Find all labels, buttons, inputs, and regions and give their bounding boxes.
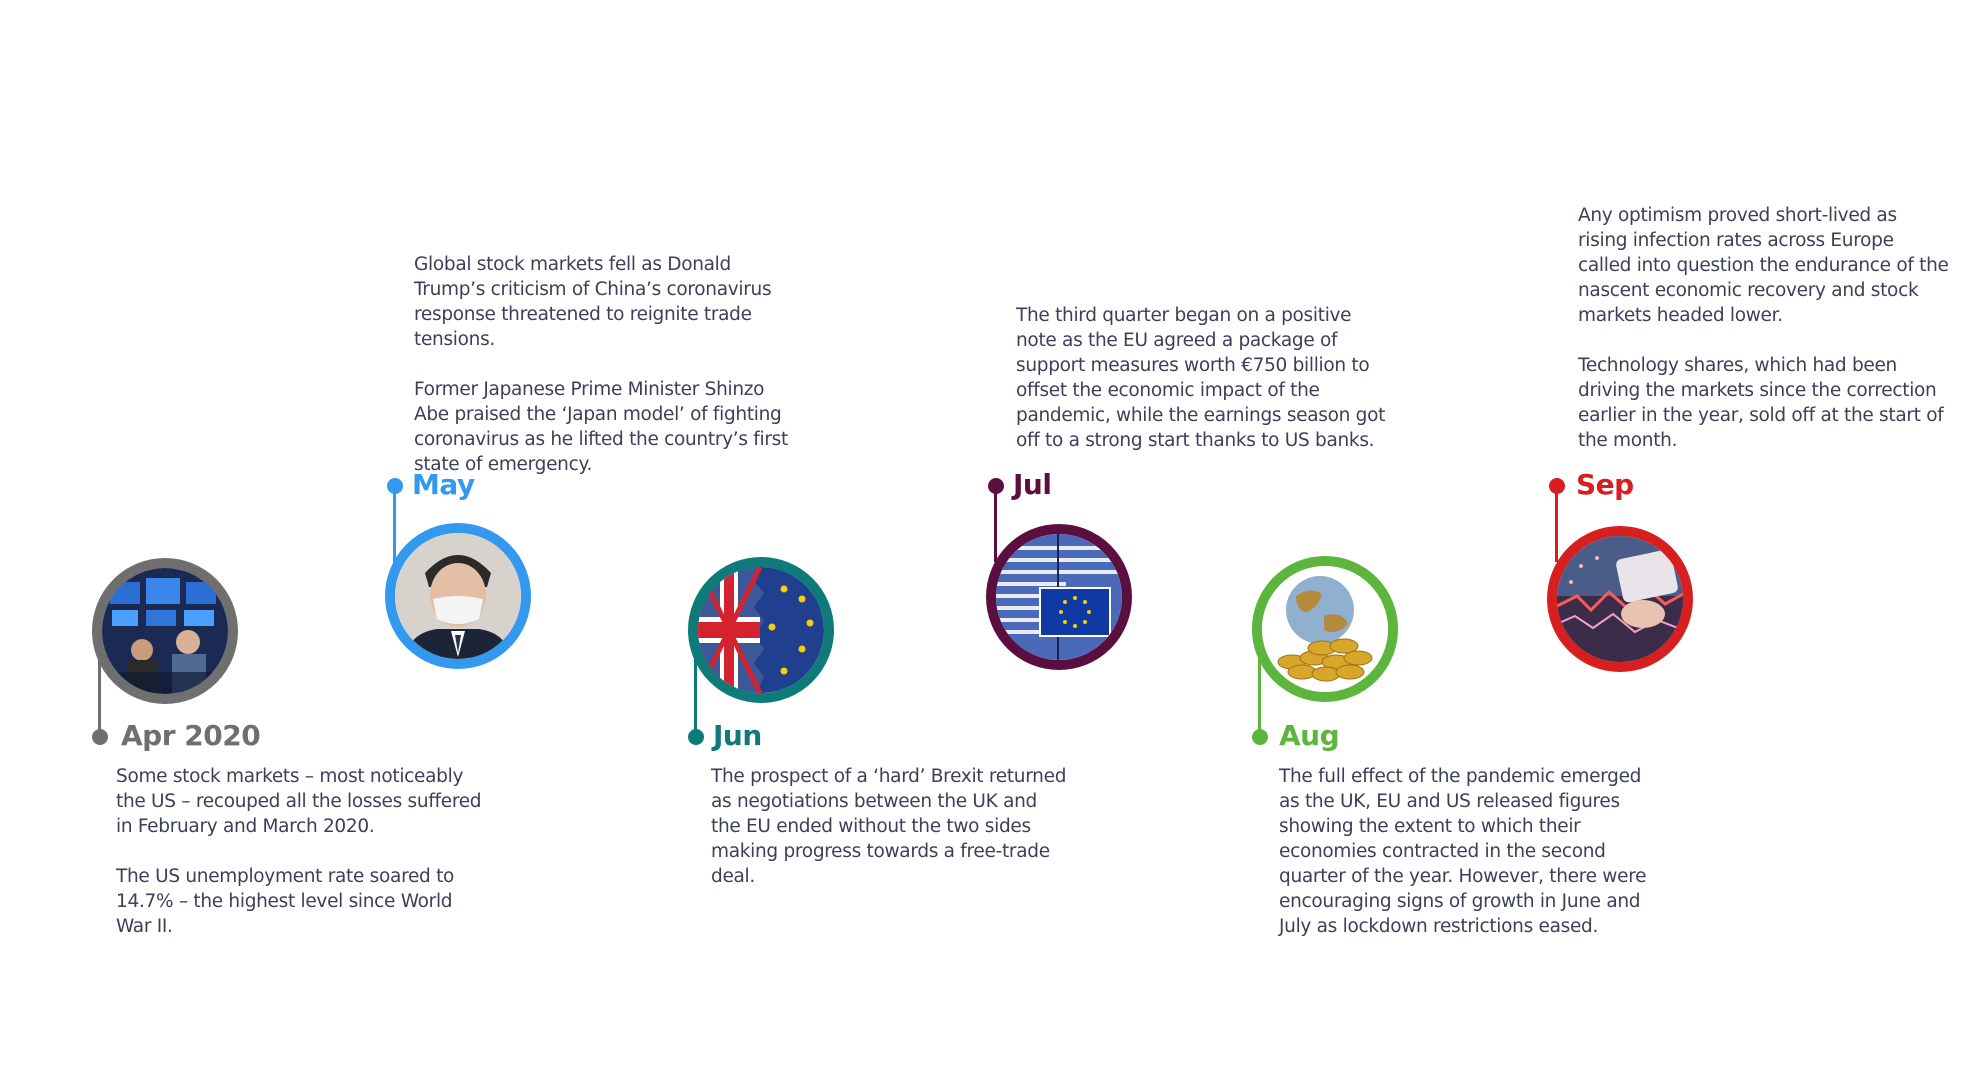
sep-image-circle [1547,526,1693,672]
globe-gold-coins-icon [1262,566,1388,692]
jun-marker-dot [688,729,704,745]
aug-paragraph-1: The full effect of the pandemic emerged as the UK, EU and US released figures showing the extent to which their economies contracted in the second quarter of the year. However, there were encouraging signs of growth in June and July as lockdown restrictions eased. [1279,766,1647,937]
sep-connector-line [1555,490,1558,562]
aug-month-label: Aug [1279,719,1340,752]
apr-paragraph-1: Some stock markets – most noticeably the US – recouped all the losses suffered in February and March 2020. [116,766,482,837]
apr-description [116,764,486,939]
may-month-label: May [412,468,475,501]
apr-month-label: Apr 2020 [121,719,261,752]
apr-marker-dot [92,729,108,745]
jun-image-circle [688,557,834,703]
jul-month-label: Jul [1013,468,1052,501]
eu-building-flag-icon [996,534,1122,660]
stock-exchange-icon [102,568,228,694]
aug-image-circle [1252,556,1398,702]
masked-politician-icon [395,533,521,659]
jul-description [1016,303,1396,453]
may-connector-line [393,490,396,562]
jun-paragraph-1: The prospect of a ‘hard’ Brexit returned as negotiations between the UK and the EU ended without the two sides making progress towards a free-trade deal. [711,766,1067,887]
sep-paragraph-1: Any optimism proved short-lived as rising infection rates across Europe called into question the endurance of the nascent economic recovery and stock markets headed lower. [1578,205,1949,326]
apr-image-circle [92,558,238,704]
may-paragraph-1: Global stock markets fell as Donald Trump’s criticism of China’s coronavirus response threatened to reignite trade tensions. [414,254,772,350]
aug-marker-dot [1252,729,1268,745]
may-description [414,252,794,477]
sep-paragraph-2: Technology shares, which had been driving the markets since the correction earlier in the year, sold off at the start of the month. [1578,355,1944,451]
may-image-circle [385,523,531,669]
uk-eu-flags-icon [698,567,824,693]
apr-paragraph-2: The US unemployment rate soared to 14.7% – the highest level since World War II. [116,866,455,937]
jul-connector-line [994,490,997,562]
jun-description [711,764,1071,889]
sep-description [1578,203,1950,453]
jul-paragraph-1: The third quarter began on a positive note as the EU agreed a package of support measures worth €750 billion to offset the economic impact of the pandemic, while the earnings season got off to a strong start thanks to US banks. [1016,305,1386,451]
sep-month-label: Sep [1576,468,1634,501]
aug-connector-line [1258,630,1261,738]
apr-connector-line [98,630,101,738]
market-chart-tablet-icon [1557,536,1683,662]
may-paragraph-2: Former Japanese Prime Minister Shinzo Abe praised the ‘Japan model’ of fighting coronavirus as he lifted the country’s first state of emergency. [414,379,788,475]
jul-image-circle [986,524,1132,670]
jun-month-label: Jun [713,719,762,752]
jun-connector-line [694,630,697,738]
aug-description [1279,764,1651,939]
